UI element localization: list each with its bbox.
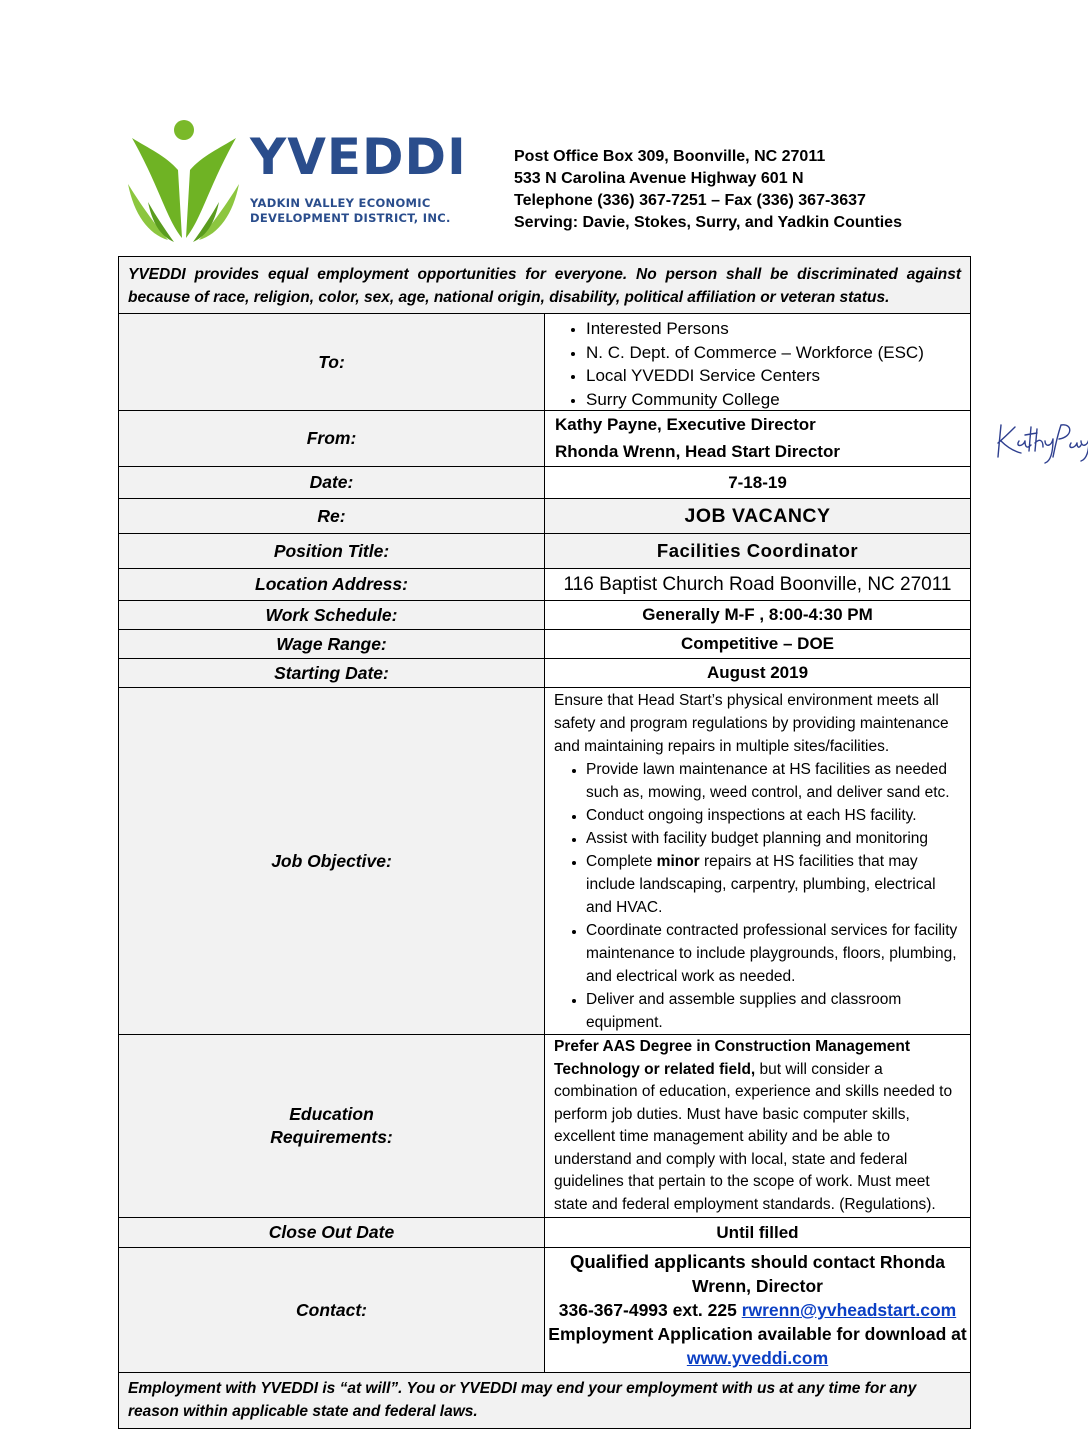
objective-item: • Assist with facility budget planning and monitoring [586,827,961,850]
equal-opportunity-notice: YVEDDI provides equal employment opportunities for everyone. No person shall be discriminated against because of race, religion, color, sex, age, national origin, disability, political affiliation or veteran status. [128,266,961,306]
wage-row [119,630,971,659]
sender-line: Kathy Payne, Executive Director [555,415,816,434]
logo-figure-icon [126,118,241,244]
position-row [119,534,971,569]
yveddi-logo [126,118,467,244]
re-label: Re: [119,499,545,534]
contact-row [119,1248,971,1373]
position-label: Position Title: [119,534,545,569]
vacancy-table [118,256,971,1429]
close-row [119,1218,971,1248]
schedule-row [119,601,971,630]
objective-intro: Ensure that Head Start’s physical environment meets all safety and program regulations by providing maintenance and maintaining repairs in multiple sites/facilities. [554,692,949,755]
at-will-notice: Employment with YVEDDI is “at will”. You or YVEDDI may end your employment with us at any time for any reason within applicable state and federal laws. [128,1380,917,1420]
objective-item: • Coordinate contracted professional services for facility maintenance to include playgrounds, floors, plumbing, and electrical work as needed. [586,919,961,988]
education-text: Prefer AAS Degree in Construction Management Technology or related field, but will consider a combination of education, experience and skills needed to perform job duties. Must have basic computer skills, excellent time management ability and be able to understand and comply with local, state and federal guidelines that pertain to the scope of work. Must meet state and federal employment standards. (Regulations). [554,1038,953,1213]
objective-item: • Complete minor repairs at HS facilities that may include landscaping, carpentry, plumbing, electrical and HVAC. [586,850,961,919]
objective-label: Job Objective: [119,688,545,1035]
objective-item: • Conduct ongoing inspections at each HS facility. [586,804,961,827]
close-label: Close Out Date [119,1218,545,1248]
recipient-item: • N. C. Dept. of Commerce – Workforce (ESC) [586,341,970,365]
objective-row [119,688,971,1035]
recipient-item: • Surry Community College [586,388,970,411]
starting-row [119,659,971,688]
date-label: Date: [119,467,545,499]
signature-image [991,417,1088,465]
position-value: Facilities Coordinator [656,540,859,561]
education-row [119,1035,971,1218]
re-value: JOB VACANCY [684,504,831,527]
to-label: To: [119,314,545,411]
objective-item: • Provide lawn maintenance at HS facilities as needed such as, mowing, weed control, and deliver sand etc. [586,758,961,804]
location-label: Location Address: [119,569,545,601]
website-link[interactable]: www.yveddi.com [686,1348,829,1368]
address-block [514,146,902,234]
date-value: 7-18-19 [545,467,971,499]
address-line: 533 N Carolina Avenue Highway 601 N [514,170,804,187]
address-line: Telephone (336) 367-7251 – Fax (336) 367-3637 [514,192,866,209]
address-line: Post Office Box 309, Boonville, NC 27011 [514,148,826,165]
notice-row [119,257,971,314]
objective-item: • Deliver and assemble supplies and classroom equipment. [586,988,961,1034]
objective-text [545,688,970,1034]
location-value: 116 Baptist Church Road Boonville, NC 27011 [545,569,971,601]
schedule-label: Work Schedule: [119,601,545,630]
date-row [119,467,971,499]
schedule-value: Generally M-F , 8:00-4:30 PM [545,601,971,630]
to-row [119,314,971,411]
close-value: Until filled [545,1218,971,1248]
starting-value: August 2019 [545,659,971,688]
footer-row [119,1373,971,1429]
recipient-item: • Local YVEDDI Service Centers [586,364,970,388]
wage-label: Wage Range: [119,630,545,659]
re-row [119,499,971,534]
email-link[interactable]: rwrenn@yvheadstart.com [741,1300,957,1320]
education-label: Education Requirements: [119,1035,545,1218]
contact-info: Qualified applicants should contact Rhonda Wrenn, Director 336-367-4993 ext. 225 rwrenn@yvheadstart.com Employment Application available for download at www.yveddi.com [548,1251,967,1368]
sender-line: Rhonda Wrenn, Head Start Director [555,442,840,461]
address-line: Serving: Davie, Stokes, Surry, and Yadkin Counties [514,214,902,231]
from-senders [545,411,970,466]
to-recipients [545,314,970,410]
logo-wordmark: YVEDDI [250,128,467,186]
recipient-item: • Interested Persons [586,317,970,341]
starting-label: Starting Date: [119,659,545,688]
logo-subtitle: YADKIN VALLEY ECONOMIC DEVELOPMENT DISTRICT, INC. [250,196,451,225]
from-row [119,411,971,467]
wage-value: Competitive – DOE [545,630,971,659]
location-row [119,569,971,601]
contact-label: Contact: [119,1248,545,1373]
from-label: From: [119,411,545,467]
